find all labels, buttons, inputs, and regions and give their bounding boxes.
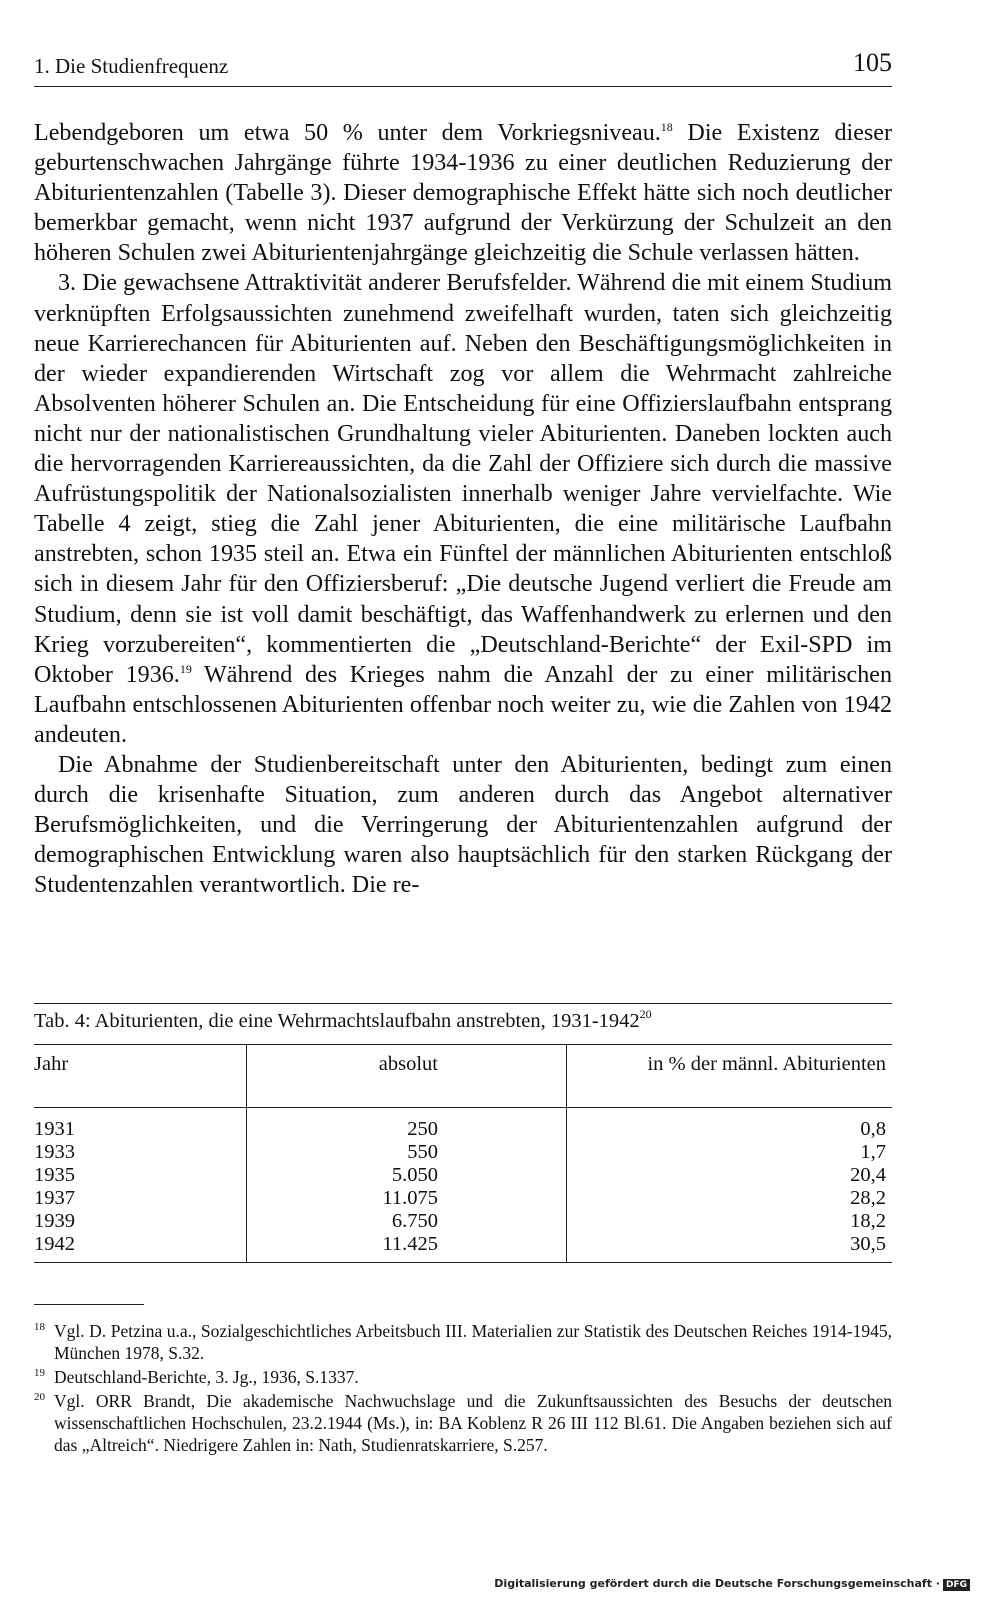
table-cell: 20,4 (567, 1164, 893, 1187)
table-caption-text: Tab. 4: Abiturienten, die eine Wehrmachtslaufbahn anstrebten, 1931-1942 (34, 1010, 640, 1032)
paragraph-text: Lebendgeboren um etwa 50 % unter dem Vorkriegsniveau. (34, 120, 661, 146)
data-table (34, 1044, 892, 1263)
digitization-text: Digitalisierung gefördert durch die Deutsche Forschungsgemeinschaft (494, 1577, 932, 1590)
footnote-ref: 18 (660, 120, 673, 134)
footnote-number: 19 (34, 1367, 45, 1379)
footnote (34, 1366, 892, 1388)
table-row (34, 1108, 892, 1142)
table-cell: 11.075 (247, 1187, 567, 1210)
table-cell: 0,8 (567, 1108, 893, 1142)
digitization-note: Digitalisierung gefördert durch die Deutsche Forschungsgemeinschaft · DFG (494, 1577, 970, 1591)
table-cell: 28,2 (567, 1187, 893, 1210)
footnote-text: Deutschland-Berichte, 3. Jg., 1936, S.1337. (54, 1367, 359, 1387)
footnote (34, 1320, 892, 1364)
table-cell: 11.425 (247, 1233, 567, 1263)
table-row (34, 1164, 892, 1187)
paragraph-text: Die Abnahme der Studienbereitschaft unter den Abiturienten, bedingt zum einen durch die krisenhafte Situation, zum anderen durch das Angebot alternativer Berufsmöglichkeiten, und die Verringerung der Abiturientenzahlen aufgrund der demographischen Entwicklung waren also hauptsächlich für den starken Rückgang der Studentenzahlen verantwortlich. Die re- (34, 751, 892, 899)
footnote-divider (34, 1304, 144, 1305)
table-footnote-ref: 20 (639, 1007, 652, 1021)
paragraph (34, 750, 892, 900)
paragraph (34, 118, 892, 268)
paragraph-text: Die Existenz dieser geburtenschwachen Jahrgänge führte 1934-1936 zu einer deutlichen Reduzierung der Abiturientenzahlen (Tabelle 3). Dieser demographische Effekt hätte sich noch deutlicher bemerkbar gemacht, wenn nicht 1937 aufgrund der Verkürzung der Schulzeit an den höheren Schulen zwei Abiturientenjahrgänge gleichzeitig die Schule verlassen hätten. (34, 120, 892, 267)
table-cell: 1,7 (567, 1141, 893, 1164)
footnote (34, 1390, 892, 1456)
table-row (34, 1233, 892, 1263)
paragraph-text: Während des Krieges nahm die Anzahl der zu einer militärischen Laufbahn entschlossenen Abiturienten offenbar noch weiter zu, wie die Zahlen von 1942 andeuten. (34, 661, 892, 748)
footnote-number: 18 (34, 1321, 45, 1333)
footnotes (34, 1320, 892, 1458)
footnote-ref: 19 (179, 661, 192, 676)
running-title: 1. Die Studienfrequenz (34, 54, 229, 78)
table-cell: 250 (247, 1108, 567, 1142)
table-row (34, 1210, 892, 1233)
table-cell: 1931 (34, 1118, 75, 1140)
column-header-year: Jahr (34, 1053, 69, 1075)
table-cell: 5.050 (247, 1164, 567, 1187)
table-cell: 30,5 (567, 1233, 893, 1263)
table-cell: 1935 (34, 1164, 75, 1186)
table-cell: 1939 (34, 1210, 75, 1232)
paragraph-text: 3. Die gewachsene Attraktivität anderer Berufsfelder. Während die mit einem Studium verknüpften Erfolgsaussichten zunehmend zweifelhaft wurden, taten sich gleichzeitig neue Karrierechancen für Abiturienten auf. Neben den Beschäftigungsmöglichkeiten in der wieder expandierenden Wirtschaft zog vor allem die Wehrmacht zahlreiche Absolventen höherer Schulen an. Die Entscheidung für eine Offizierslaufbahn entsprang nicht nur der nationalistischen Grundhaltung vieler Abiturienten. Daneben lockten auch die hervorragenden Karriereaussichten, da die Zahl der Offiziere sich durch die massive Aufrüstungspolitik der Nationalsozialisten innerhalb weniger Jahre vervielfachte. Wie Tabelle 4 zeigt, stieg die Zahl jener Abiturienten, die eine militärische Laufbahn anstrebten, schon 1935 steil an. Etwa ein Fünftel der männlichen Abiturienten entschloß sich in diesem Jahr für den Offiziersberuf: „Die deutsche Jugend verliert die Freude am Studium, denn sie ist voll damit beschäftigt, das Waffenhandwerk zu erlernen und den Krieg vorzubereiten“, kommentierten die „Deutschland-Berichte“ der Exil-SPD im Oktober 1936. (34, 270, 892, 688)
table-cell: 1942 (34, 1233, 75, 1255)
table-cell: 550 (247, 1141, 567, 1164)
column-header-percent: in % der männl. Abiturienten (567, 1045, 893, 1108)
footnote-text: Vgl. ORR Brandt, Die akademische Nachwuchslage und die Zukunftsaussichten des Besuchs der deutschen wissenschaftlichen Hochschulen, 23.2.1944 (Ms.), in: BA Koblenz R 26 III 112 Bl.61. Die Angaben beziehen sich auf das „Altreich“. Niedrigere Zahlen in: Nath, Studienratskarriere, S.257. (54, 1391, 892, 1455)
table-cell: 18,2 (567, 1210, 893, 1233)
table-cell: 1933 (34, 1141, 75, 1163)
column-header-absolute: absolut (247, 1045, 567, 1108)
page-number: 105 (853, 48, 892, 77)
dfg-logo: DFG (943, 1579, 970, 1591)
table-header-row (34, 1045, 892, 1108)
table-cell: 1937 (34, 1187, 75, 1209)
body-text (34, 118, 892, 900)
table-row (34, 1187, 892, 1210)
table-row (34, 1141, 892, 1164)
paragraph (34, 268, 892, 750)
table-cell: 6.750 (247, 1210, 567, 1233)
footnote-text: Vgl. D. Petzina u.a., Sozialgeschichtliches Arbeitsbuch III. Materialien zur Statistik des Deutschen Reiches 1914-1945, München 1978, S.32. (54, 1321, 892, 1363)
table-caption (34, 1004, 892, 1044)
statistics-table (34, 1003, 892, 1263)
footnote-number: 20 (34, 1391, 45, 1403)
page-header (34, 46, 892, 87)
